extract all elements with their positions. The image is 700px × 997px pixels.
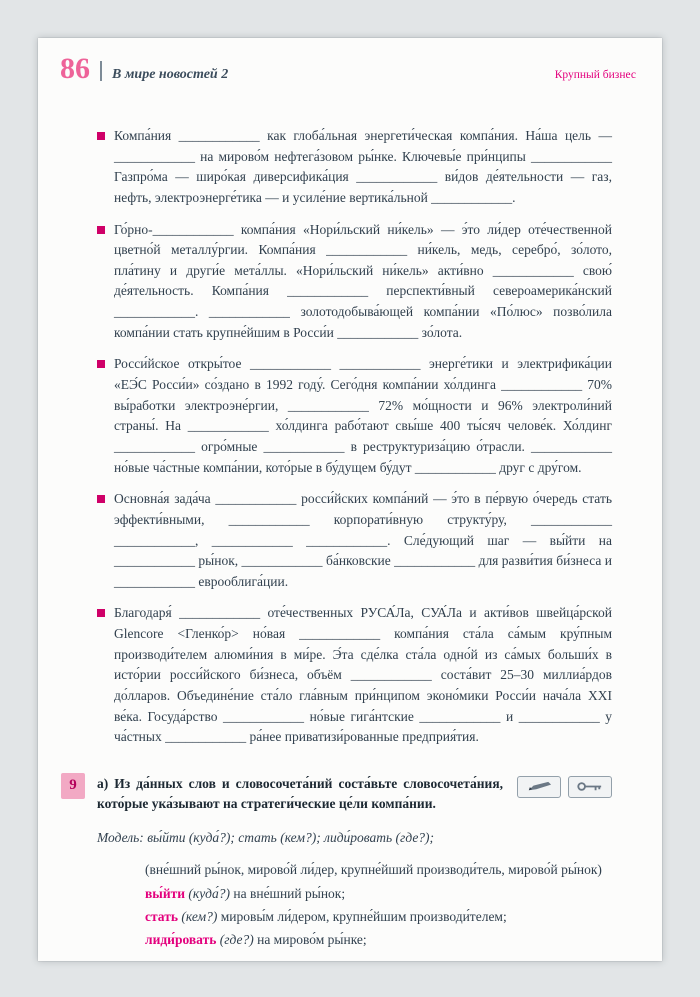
pencil-icon xyxy=(517,776,561,798)
list-item xyxy=(97,603,612,747)
section-title: Крупный бизнес xyxy=(554,69,636,81)
answers-block xyxy=(145,858,612,951)
textbook-page xyxy=(38,38,662,961)
answer-question: (где?) xyxy=(219,932,254,948)
answer-question: (куда́?) xyxy=(188,885,230,901)
exercise-task: а) Из да́нных слов и словосочета́ний соста́вьте словосочета́ния, кото́рые ука́зывают на стратеги́ческие це́ли компа́нии. xyxy=(97,775,503,812)
paragraph-text: Го́рно-____________ компа́ния «Нори́льский ни́кель» — э́то ли́дер оте́чественной цветно́й металлу́ргии. Компа́ния ____________ ни́кель, медь, серебро́, зо́лото, пла́тину и други́е мета́ллы. «Нори́льский ни́кель» акти́вно ____________ свою́ де́ятельность. Компа́ния ____________ перспекти́вный североамерика́нский ____________. ____________ золотодобыва́ющей компа́нии «По́люс» позво́лила компа́нии стать крупне́йшим в Росси́и ____________ зо́лота. xyxy=(114,221,612,340)
bullet-square-icon xyxy=(97,132,105,140)
word-bank: (вне́шний ры́нок, мирово́й ли́дер, крупне́йший производи́тель, мирово́й ры́нок) xyxy=(145,862,602,878)
bullet-square-icon xyxy=(97,360,105,368)
answer-rest: на мирово́м ры́нке; xyxy=(257,932,367,948)
answer-line xyxy=(145,905,612,928)
exercise-9 xyxy=(69,774,612,951)
page-number: 86 xyxy=(60,52,90,85)
answer-verb: лиди́ровать xyxy=(145,932,217,948)
header-divider xyxy=(100,61,102,81)
answer-question: (кем?) xyxy=(181,908,218,924)
exercise-number-badge: 9 xyxy=(61,773,85,799)
paragraph-text: Компа́ния ____________ как глоба́льная энергети́ческая компа́ния. На́ша цель — ____________ на мирово́м нефтега́зовом ры́нке. Ключевы́е при́нципы ____________ Газпро́ма — широ́кая диверсифика́ция ____________ ви́дов де́ятельности — газ, нефть, электроэнерге́тика — и усиле́ние вертика́льной ____________. xyxy=(114,128,612,205)
answer-rest: на вне́шний ры́нок; xyxy=(233,885,346,901)
answer-verb: стать xyxy=(145,908,178,924)
list-item xyxy=(97,220,612,344)
key-icon xyxy=(568,776,612,798)
bullet-square-icon xyxy=(97,495,105,503)
paragraph-text: Благодаря́ ____________ оте́чественных РУСА́Ла, СУА́Ла и акти́вов швейца́рской Glencore <Гленко́р> но́вая ____________ компа́ния ста́ла са́мым кру́пным производи́телем алюми́ния в ми́ре. Э́та сде́лка ста́ла одно́й из са́мых больши́х в исто́рии росси́йского би́знеса, объём ____________ соста́вит 25–30 миллиа́рдов до́лларов. Объедине́ние ста́ло гла́вным при́нципом эконо́мики Росси́и нача́ла XXI ве́ка. Госуда́рство ____________ но́вые гига́нтские ____________ и ____________ у ча́стных ____________ ра́нее приватизи́рованные предприя́тия. xyxy=(114,605,612,745)
exercise-icons xyxy=(517,776,612,798)
model-text: вы́йти (куда́?); стать (кем?); лиди́ровать (где?); xyxy=(147,830,435,846)
answer-rest: мировы́м ли́дером, крупне́йшим производи́телем; xyxy=(220,908,507,924)
exercise-task-row xyxy=(97,774,612,815)
paragraph-text: Основна́я зада́ча ____________ росси́йских компа́ний — э́то в пе́рвую о́чередь стать эффекти́вными, ____________ корпорати́вную структу́ру, ____________ ____________, ____________ ____________. Сле́дующий шаг — вы́йти на ____________ ры́нок, ____________ ба́нковские ____________ для разви́тия би́знеса и ____________ еврооблига́ции. xyxy=(114,491,612,589)
bullet-square-icon xyxy=(97,226,105,234)
list-item xyxy=(97,354,612,478)
answer-verb: вы́йти xyxy=(145,885,186,901)
list-item xyxy=(97,489,612,592)
model-line xyxy=(97,830,612,846)
answer-line xyxy=(145,928,612,951)
chapter-title: В мире новостей 2 xyxy=(112,67,229,82)
paragraph-text: Росси́йское откры́тое ____________ ____________ энерге́тики и электрифика́ции «ЕЭ́С Росси́и» со́здано в 1992 году́. Сего́дня компа́нии хо́лдинга ____________ 70% вы́работки электроэне́ргии, ____________ 72% мо́щности и 96% электроли́ний страны́. На ____________ хо́лдинга рабо́тают свы́ше 400 ты́сяч челове́к. Хо́лдинг ____________ огро́мные ____________ в реструктуриза́цию о́трасли. ____________ но́вые ча́стные компа́нии, кото́рые в бу́дущем бу́дут ____________ друг с дру́гом. xyxy=(114,356,612,475)
page-header xyxy=(38,38,662,84)
answer-line xyxy=(145,882,612,905)
bullet-square-icon xyxy=(97,609,105,617)
fill-in-text-block xyxy=(97,126,612,748)
model-label: Модель: xyxy=(97,830,144,846)
list-item xyxy=(97,126,612,209)
